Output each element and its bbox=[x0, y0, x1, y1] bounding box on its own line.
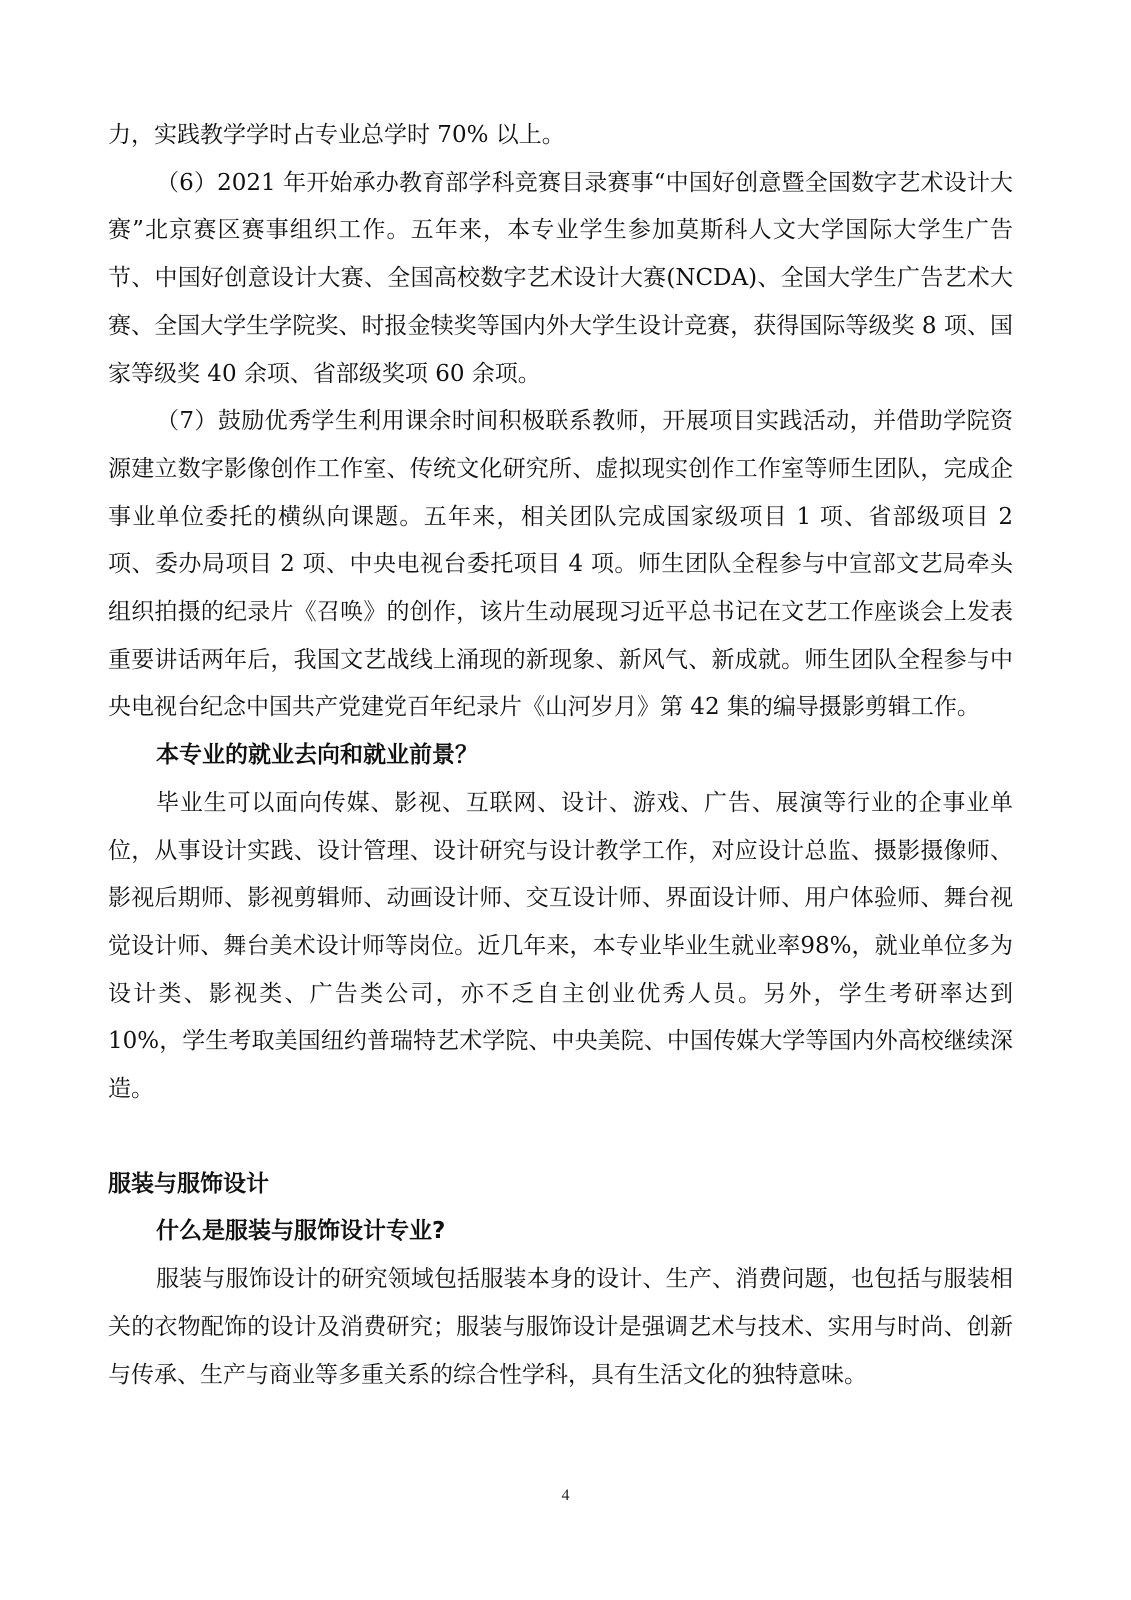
section-title: 服装与服饰设计 bbox=[108, 1170, 269, 1197]
page-number: 4 bbox=[561, 1487, 570, 1504]
question-heading-what: 什么是服装与服饰设计专业? bbox=[156, 1218, 446, 1245]
paragraph-employment: 毕业生可以面向传媒、影视、互联网、设计、游戏、广告、展演等行业的企事业单位，从事设计实践、设计管理、设计研究与设计教学工作，对应设计总监、摄影摄像师、影视后期师、影视剪辑师、动画设计师、交互设计师、界面设计师、用户体验师、舞台视觉设计师、舞台美术设计师等岗位。近几年来，本专业毕业生就业率98%，就业单位多为设计类、影视类、广告类公司，亦不乏自主创业优秀人员。另外，学生考研率达到 10%，学生考取美国纽约普瑞特艺术学院、中央美院、中国传媒大学等国内外高校继续深造。 bbox=[108, 789, 1013, 1103]
paragraph-intro-continuation: 力，实践教学学时占专业总学时 70% 以上。 bbox=[108, 122, 565, 148]
question-heading-employment: 本专业的就业去向和就业前景？ bbox=[156, 742, 478, 769]
paragraph-item-6: （6）2021 年开始承办教育部学科竞赛目录赛事“中国好创意暨全国数字艺术设计大赛”北京赛区赛事组织工作。五年来，本专业学生参加莫斯科人文大学国际大学生广告节、中国好创意设计大赛、全国高校数字艺术设计大赛(NCDA)、全国大学生广告艺术大赛、全国大学生学院奖、时报金犊奖等国内外大学生设计竞赛，获得国际等级奖 8 项、国家等级奖 40 余项、省部级奖项 60 余项。 bbox=[108, 169, 1013, 387]
paragraph-item-7: （7）鼓励优秀学生利用课余时间积极联系教师，开展项目实践活动，并借助学院资源建立数字影像创作工作室、传统文化研究所、虚拟现实创作工作室等师生团队，完成企事业单位委托的横纵向课题。五年来，相关团队完成国家级项目 1 项、省部级项目 2 项、委办局项目 2 项、中央电视台委托项目 4 项。师生团队全程参与中宣部文艺局牵头组织拍摄的纪录片《召唤》的创作，该片生动展现习近平总书记在文艺工作座谈会上发表重要讲话两年后，我国文艺战线上涌现的新现象、新风气、新成就。师生团队全程参与中央电视台纪念中国共产党建党百年纪录片《山河岁月》第 42 集的编导摄影剪辑工作。 bbox=[108, 408, 1013, 721]
paragraph-what: 服装与服饰设计的研究领域包括服装本身的设计、生产、消费问题，也包括与服装相关的衣物配饰的设计及消费研究；服装与服饰设计是强调艺术与技术、实用与时尚、创新与传承、生产与商业等多重关系的综合性学科，具有生活文化的独特意味。 bbox=[108, 1266, 1013, 1388]
section-fashion-design bbox=[108, 1161, 1013, 1400]
